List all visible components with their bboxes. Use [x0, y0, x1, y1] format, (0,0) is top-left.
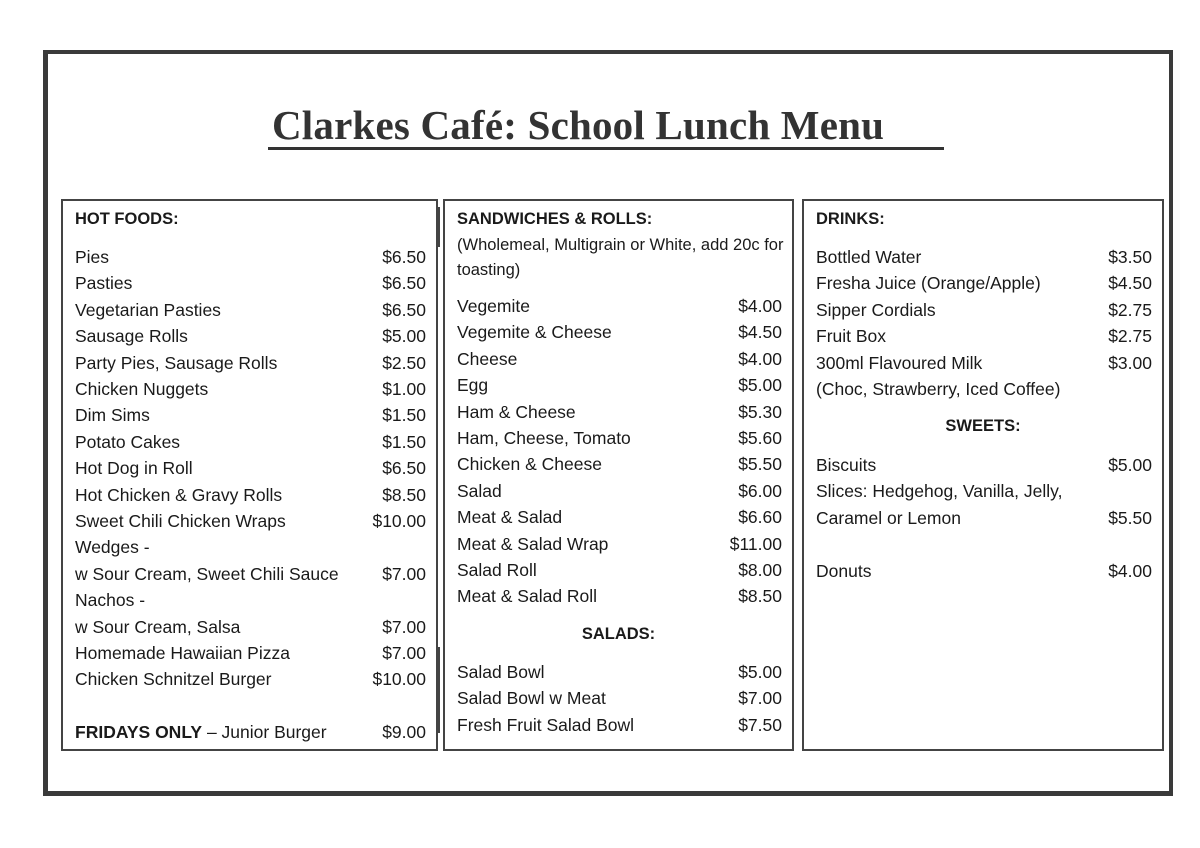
hot-food-item-row — [63, 561, 436, 587]
sweets-heading: SWEETS: — [945, 417, 1021, 435]
hot-food-item-row — [63, 350, 436, 376]
fridays-only-label: FRIDAYS ONLY — [75, 722, 203, 742]
sweet-item-row — [804, 452, 1162, 478]
salad-item-price: $7.00 — [738, 688, 782, 709]
hot-food-item-name: Nachos - — [75, 590, 146, 611]
drink-item-price: $2.75 — [1108, 299, 1152, 320]
fridays-price: $9.00 — [382, 722, 426, 742]
salad-item-price: $7.50 — [738, 714, 782, 735]
hot-food-item-row — [63, 323, 436, 349]
drink-item-row — [804, 244, 1162, 270]
hot-food-item-name: Vegetarian Pasties — [75, 299, 221, 320]
hot-food-item-row — [63, 297, 436, 323]
sandwich-item-row — [445, 504, 792, 530]
sandwich-item-name: Meat & Salad Wrap — [457, 533, 609, 554]
hot-food-item-name: Pasties — [75, 273, 133, 294]
sandwiches-heading: SANDWICHES & ROLLS: — [457, 210, 653, 228]
hot-foods-heading: HOT FOODS: — [75, 210, 179, 228]
sandwich-item-price: $6.60 — [738, 507, 782, 528]
hot-food-item-name: Wedges - — [75, 537, 150, 558]
sandwich-item-price: $4.00 — [738, 296, 782, 316]
sandwich-item-price: $4.00 — [738, 348, 782, 369]
sandwich-item-name: Egg — [457, 375, 489, 396]
sandwich-item-row — [445, 478, 792, 504]
sandwich-item-row — [445, 293, 792, 319]
sweet-item-row — [804, 558, 1162, 584]
sandwich-item-price: $5.50 — [738, 454, 782, 475]
sandwich-item-name: Vegemite — [457, 296, 530, 316]
hot-food-item-price: $8.50 — [382, 484, 426, 505]
drink-item-name: Sipper Cordials — [816, 299, 936, 320]
hot-food-item-name: w Sour Cream, Salsa — [75, 616, 241, 637]
salad-item-row — [445, 685, 792, 711]
hot-food-item-name: Hot Chicken & Gravy Rolls — [75, 484, 283, 505]
sandwich-item-name: Meat & Salad Roll — [457, 586, 598, 607]
drink-item-price: $2.75 — [1108, 326, 1152, 347]
sandwich-item-row — [445, 531, 792, 557]
sandwich-item-name: Chicken & Cheese — [457, 454, 602, 475]
sweet-item-name: Caramel or Lemon — [816, 507, 961, 528]
sweet-item-price: $4.00 — [1108, 560, 1152, 581]
drinks-panel — [802, 199, 1164, 751]
sandwich-item-row — [445, 451, 792, 477]
hot-food-item-price: $1.50 — [382, 405, 426, 426]
hot-food-item-row — [63, 640, 436, 666]
drinks-heading: DRINKS: — [816, 210, 885, 228]
hot-food-item-row — [63, 270, 436, 296]
sandwich-item-price: $4.50 — [738, 322, 782, 343]
hot-food-item-name: Dim Sims — [75, 405, 150, 426]
hot-food-item-price: $7.00 — [382, 563, 426, 584]
hot-food-item-name: Chicken Nuggets — [75, 379, 209, 399]
drink-item-name: Fresha Juice (Orange/Apple) — [816, 273, 1041, 294]
hot-food-item-row — [63, 244, 436, 270]
hot-food-item-name: Potato Cakes — [75, 431, 181, 452]
hot-food-item-price: $10.00 — [372, 511, 426, 531]
sweet-item-row — [804, 505, 1162, 531]
hot-food-item-price: $6.50 — [382, 299, 426, 320]
sandwich-item-name: Ham & Cheese — [457, 401, 576, 422]
hot-food-item-price: $10.00 — [372, 669, 426, 690]
drink-item-row — [804, 270, 1162, 296]
hot-food-item-row — [63, 534, 436, 560]
salad-item-name: Salad Bowl w Meat — [457, 688, 606, 709]
sandwich-item-row — [445, 346, 792, 372]
sandwich-item-price: $6.00 — [738, 480, 782, 501]
drink-item-name: Fruit Box — [816, 326, 887, 347]
hot-food-item-row — [63, 402, 436, 428]
salad-item-row — [445, 659, 792, 685]
sandwich-item-price: $8.00 — [738, 560, 782, 580]
hot-food-item-price: $1.50 — [382, 431, 426, 452]
salad-item-row — [445, 712, 792, 738]
sweet-item-name: Donuts — [816, 560, 872, 581]
hot-food-item-name: Party Pies, Sausage Rolls — [75, 352, 278, 373]
sandwich-item-name: Salad Roll — [457, 560, 537, 580]
sandwich-item-price: $5.60 — [738, 428, 782, 448]
bread-note: (Wholemeal, Multigrain or White, add 20c for toasting) — [457, 236, 784, 279]
page-title: Clarkes Café: School Lunch Menu — [268, 100, 944, 150]
sandwich-item-price: $5.30 — [738, 401, 782, 422]
sandwich-item-name: Cheese — [457, 348, 518, 369]
sandwich-item-name: Ham, Cheese, Tomato — [457, 428, 631, 448]
drink-item-row — [804, 323, 1162, 349]
hot-food-item-name: Chicken Schnitzel Burger — [75, 669, 272, 690]
salad-item-name: Salad Bowl — [457, 662, 545, 682]
sandwich-item-name: Vegemite & Cheese — [457, 322, 612, 343]
hot-foods-panel — [61, 199, 438, 751]
hot-food-item-price: $7.00 — [382, 643, 426, 663]
milk-note: (Choc, Strawberry, Iced Coffee) — [816, 379, 1061, 399]
sandwich-item-price: $8.50 — [738, 586, 782, 607]
divider-line — [438, 207, 440, 247]
drink-item-price: $4.50 — [1108, 273, 1152, 294]
hot-food-item-price: $1.00 — [382, 379, 426, 399]
drink-item-row — [804, 350, 1162, 376]
hot-food-item-row — [63, 455, 436, 481]
milk-note-row — [804, 376, 1162, 402]
drink-item-name: 300ml Flavoured Milk — [816, 352, 983, 373]
hot-food-item-name: Sweet Chili Chicken Wraps — [75, 511, 286, 531]
salad-item-price: $5.00 — [738, 662, 782, 682]
hot-food-item-price: $2.50 — [382, 352, 426, 373]
sweet-item-row — [804, 478, 1162, 504]
fridays-item: Junior Burger — [221, 722, 327, 742]
sandwich-item-row — [445, 399, 792, 425]
drink-item-name: Bottled Water — [816, 247, 922, 267]
sandwich-item-row — [445, 425, 792, 451]
hot-food-item-row — [63, 587, 436, 613]
hot-food-item-name: Homemade Hawaiian Pizza — [75, 643, 290, 663]
drink-item-price: $3.00 — [1108, 352, 1152, 373]
hot-food-item-row — [63, 614, 436, 640]
sandwich-item-row — [445, 557, 792, 583]
sandwich-item-name: Meat & Salad — [457, 507, 563, 528]
hot-food-item-row — [63, 376, 436, 402]
fridays-dash: – — [202, 722, 222, 742]
fridays-only-row — [63, 719, 436, 745]
drink-item-price: $3.50 — [1108, 247, 1152, 267]
sandwich-item-row — [445, 319, 792, 345]
hot-food-item-price: $6.50 — [382, 247, 426, 267]
sandwich-item-name: Salad — [457, 480, 502, 501]
sweet-item-name: Biscuits — [816, 455, 877, 475]
hot-food-item-name: Pies — [75, 247, 110, 267]
hot-food-item-price: $6.50 — [382, 458, 426, 479]
hot-food-item-name: Sausage Rolls — [75, 326, 188, 347]
hot-food-item-price: $7.00 — [382, 616, 426, 637]
hot-food-item-row — [63, 666, 436, 692]
hot-food-item-row — [63, 508, 436, 534]
sandwich-item-price: $11.00 — [729, 533, 782, 554]
sandwich-item-row — [445, 372, 792, 398]
sandwiches-panel — [443, 199, 794, 751]
hot-food-item-row — [63, 482, 436, 508]
sandwich-item-row — [445, 583, 792, 609]
hot-food-item-name: w Sour Cream, Sweet Chili Sauce — [75, 563, 339, 584]
hot-food-item-price: $5.00 — [382, 326, 426, 347]
hot-food-item-name: Hot Dog in Roll — [75, 458, 193, 479]
drink-item-row — [804, 297, 1162, 323]
sweet-item-row — [804, 531, 1162, 557]
hot-food-item-price: $6.50 — [382, 273, 426, 294]
sweet-item-price: $5.00 — [1108, 455, 1152, 475]
sweet-item-price: $5.50 — [1108, 507, 1152, 528]
hot-food-item-row — [63, 429, 436, 455]
divider-line — [438, 647, 440, 733]
sandwich-item-price: $5.00 — [738, 375, 782, 396]
salads-heading: SALADS: — [581, 625, 656, 643]
salad-item-name: Fresh Fruit Salad Bowl — [457, 714, 635, 735]
sweet-item-name: Slices: Hedgehog, Vanilla, Jelly, — [816, 481, 1063, 502]
